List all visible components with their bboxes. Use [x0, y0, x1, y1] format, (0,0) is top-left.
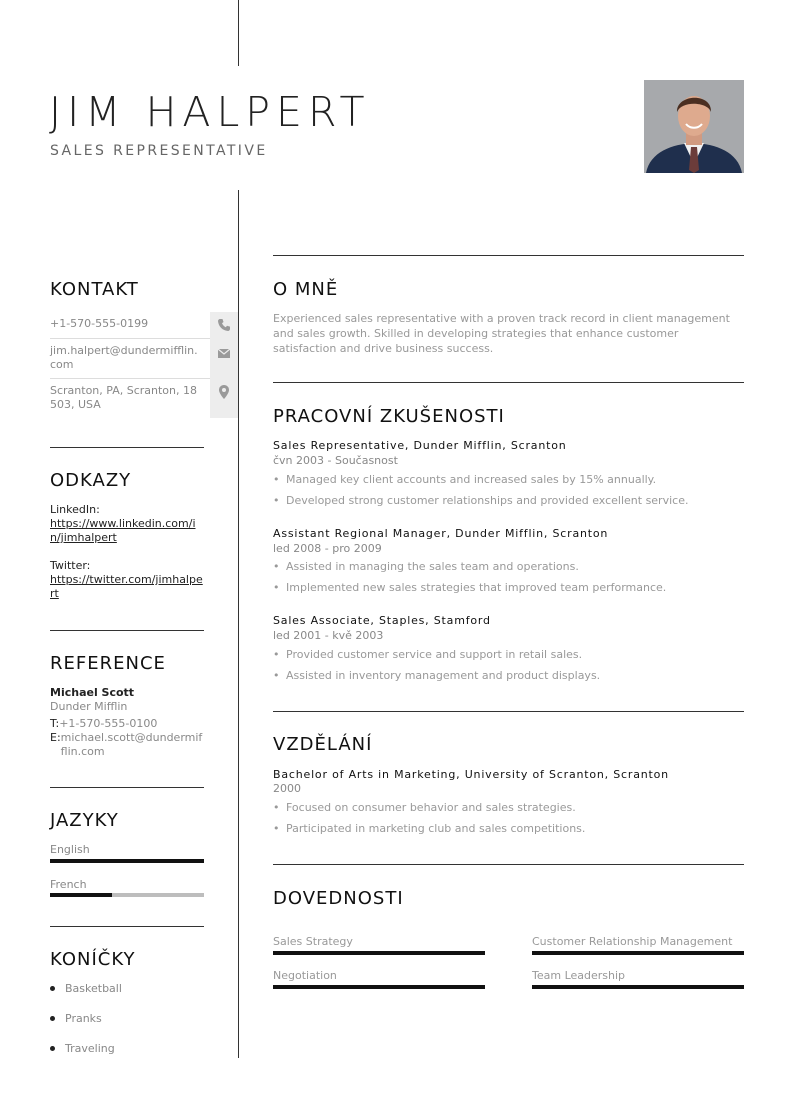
- contact-address: Scranton, PA, Scranton, 18503, USA: [50, 384, 197, 411]
- job-bullet-text: Implemented new sales strategies that improved team performance.: [286, 581, 667, 594]
- skill-name: Sales Strategy: [273, 935, 353, 948]
- contact-email[interactable]: jim.halpert@dundermifflin.com: [50, 344, 198, 371]
- experience-heading: PRACOVNÍ ZKUŠENOSTI: [273, 406, 505, 427]
- job-bullet-text: Managed key client accounts and increased sales by 15% annually.: [286, 473, 657, 486]
- skill-name: Team Leadership: [532, 969, 626, 982]
- contact-phone-row: [50, 317, 238, 331]
- language-level-fill: [50, 859, 204, 863]
- contact-address-row: [50, 384, 238, 412]
- section-divider: [273, 864, 744, 865]
- hobby-item: [50, 1042, 115, 1055]
- job-bullet-text: Assisted in managing the sales team and operations.: [286, 560, 579, 573]
- skill-level-bar: [532, 985, 744, 989]
- education-bullet-text: Focused on consumer behavior and sales strategies.: [286, 801, 576, 814]
- candidate-name: JIM HALPERT: [49, 88, 371, 136]
- job-title: Sales Associate, Staples, Stamford: [273, 614, 491, 627]
- hobby-item: [50, 1012, 102, 1025]
- job-bullet: • Developed strong customer relationships and provided excellent service.: [273, 494, 689, 507]
- languages-heading: JAZYKY: [50, 810, 119, 831]
- reference-phone-label: T:: [50, 717, 60, 730]
- bullet-dot: [50, 1046, 55, 1051]
- about-text: Experienced sales representative with a proven track record in client management and sales growth. Skilled in developing strategies that enhance customer satisfaction and drive business success.: [273, 312, 730, 355]
- profile-photo: [644, 80, 744, 173]
- links-heading: ODKAZY: [50, 470, 132, 491]
- sidebar-divider: [50, 926, 204, 927]
- reference-phone-row: [50, 717, 157, 731]
- bullet-dot: [50, 986, 55, 991]
- education-heading: VZDĚLÁNÍ: [273, 734, 373, 755]
- language-level-fill: [50, 893, 112, 897]
- skill-name: Customer Relationship Management: [532, 935, 733, 948]
- language-name: French: [50, 878, 87, 891]
- hobby-label: Traveling: [65, 1042, 115, 1055]
- job-title: Sales Representative, Dunder Mifflin, Scranton: [273, 439, 567, 452]
- references-heading: REFERENCE: [50, 653, 166, 674]
- education-bullet: • Focused on consumer behavior and sales strategies.: [273, 801, 576, 814]
- candidate-title: SALES REPRESENTATIVE: [50, 143, 268, 159]
- section-divider: [273, 255, 744, 256]
- language-level-bar: [50, 859, 204, 863]
- skill-level-fill: [273, 985, 485, 989]
- reference-email-row: [50, 731, 204, 759]
- job-title: Assistant Regional Manager, Dunder Mifflin, Scranton: [273, 527, 609, 540]
- skill-level-bar: [273, 951, 485, 955]
- sidebar-divider: [50, 630, 204, 631]
- job-bullet: • Assisted in managing the sales team and operations.: [273, 560, 579, 573]
- education-degree: Bachelor of Arts in Marketing, University of Scranton, Scranton: [273, 768, 669, 781]
- contact-phone[interactable]: +1-570-555-0199: [50, 317, 149, 330]
- reference-email-label: E:: [50, 731, 61, 744]
- twitter-label: Twitter:: [50, 559, 91, 572]
- sidebar-divider: [50, 447, 204, 448]
- reference-phone[interactable]: +1-570-555-0100: [59, 717, 158, 730]
- bullet-dot: [50, 1016, 55, 1021]
- reference-email[interactable]: michael.scott@dundermifflin.com: [60, 731, 203, 758]
- hobby-label: Pranks: [65, 1012, 102, 1025]
- skill-level-bar: [532, 951, 744, 955]
- job-bullet-text: Assisted in inventory management and product displays.: [286, 669, 601, 682]
- job-bullet: • Implemented new sales strategies that improved team performance.: [273, 581, 667, 594]
- contact-email-row: [50, 344, 238, 372]
- sidebar-divider: [50, 787, 204, 788]
- hobby-item: [50, 982, 122, 995]
- reference-company: Dunder Mifflin: [50, 700, 128, 713]
- twitter-link[interactable]: https://twitter.com/jimhalpert: [50, 573, 203, 600]
- reference-name: Michael Scott: [50, 686, 135, 699]
- contact-separator: [50, 338, 210, 339]
- skill-level-fill: [532, 985, 744, 989]
- about-heading: O MNĚ: [273, 279, 339, 300]
- hobby-label: Basketball: [65, 982, 122, 995]
- job-bullet: • Assisted in inventory management and product displays.: [273, 669, 601, 682]
- job-bullet: • Managed key client accounts and increased sales by 15% annually.: [273, 473, 657, 486]
- skill-name: Negotiation: [273, 969, 337, 982]
- contact-heading: KONTAKT: [50, 279, 139, 300]
- section-divider: [273, 382, 744, 383]
- job-date: led 2008 - pro 2009: [273, 542, 382, 555]
- job-bullet-text: Developed strong customer relationships and provided excellent service.: [286, 494, 689, 507]
- top-divider-line: [238, 0, 239, 66]
- skills-heading: DOVEDNOSTI: [273, 888, 404, 909]
- education-bullet-text: Participated in marketing club and sales competitions.: [286, 822, 586, 835]
- education-year: 2000: [273, 782, 301, 795]
- job-bullet-text: Provided customer service and support in retail sales.: [286, 648, 583, 661]
- education-bullet: • Participated in marketing club and sales competitions.: [273, 822, 586, 835]
- column-divider-line: [238, 190, 239, 1058]
- job-date: čvn 2003 - Současnost: [273, 454, 398, 467]
- hobbies-heading: KONÍČKY: [50, 949, 136, 970]
- contact-separator: [50, 378, 210, 379]
- language-name: English: [50, 843, 90, 856]
- linkedin-label: LinkedIn:: [50, 503, 100, 516]
- skill-level-fill: [273, 951, 485, 955]
- section-divider: [273, 711, 744, 712]
- skill-level-bar: [273, 985, 485, 989]
- language-level-bar: [50, 893, 204, 897]
- job-date: led 2001 - kvě 2003: [273, 629, 384, 642]
- skill-level-fill: [532, 951, 744, 955]
- job-bullet: • Provided customer service and support in retail sales.: [273, 648, 583, 661]
- linkedin-link[interactable]: https://www.linkedin.com/in/jimhalpert: [50, 517, 196, 544]
